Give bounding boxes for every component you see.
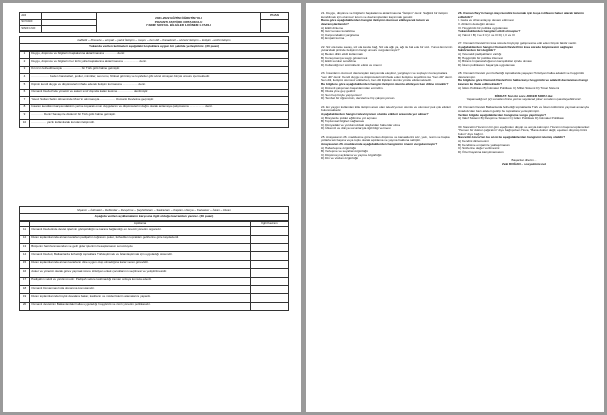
questions-left-column [321, 12, 453, 166]
question-text[interactable]: Osmanlı Devleti'nde yönetici ve askeri sınıf dışında kalan kesime …………… denilmiştir. [30, 89, 289, 97]
question-block [458, 72, 590, 90]
answer-option[interactable]: C) Etkili sorular sorabilme [321, 59, 357, 64]
question-text[interactable]: İnsanın kendisini karşısındakinin yerine koyarak onun duygularını ve düşüncelerini doğru olarak anlamaya çalışmasına …………… denir. [30, 104, 289, 112]
question-stem: 25. Anayasanın 26. maddesine göre herkes düşünce ve kanaatlerini söz, yazı, resim ve başka yollarla tek başına veya toplu olarak açıklama ve yayma hakkına sahiptir. [321, 134, 450, 143]
question-block [458, 42, 590, 67]
answer-option[interactable]: D) Kullandığımız sözcüklerin etkisi ve önemi [321, 62, 382, 67]
question-number: 20 [20, 302, 30, 310]
question-number: 2 [20, 59, 30, 67]
answer-option[interactable]: D) Empati kurma [321, 36, 345, 41]
fill-in-row [20, 82, 289, 90]
question-prompt: Yukarıdakilerden hangileri etkili olmuştur? [458, 29, 521, 34]
answer-option[interactable]: III. Hoşgörülü bir politika uygulaması [458, 25, 508, 30]
answer-option[interactable]: C) Sen hep böyle yapıyorsun! [321, 92, 362, 97]
answer-option[interactable]: I. Gaza ve cihat anlayışı devam ettirmesi [458, 18, 514, 23]
description-text: Osmanlı Devleti, Balkanlarda fethettiği topraklara Türkleştirmek ve İslamlaştırmak için uyguladığı sistemdir. [30, 252, 251, 260]
col-header-description: Açıklama [30, 221, 251, 227]
answer-option[interactable]: A) Haberleşme özgürlüğü [321, 145, 357, 150]
question-block [321, 106, 453, 131]
questions-right-column [458, 12, 590, 166]
answer-option[interactable]: C) Dünyadaki ve yurdumuzdaki olaylardan haberdar olma [321, 122, 400, 127]
question-text[interactable]: ………… Deniz Savaşı ile Akdeniz bir Türk gölü haline gelmiştir. [30, 112, 289, 120]
question-block [458, 106, 590, 121]
fill-in-row [20, 51, 289, 59]
answer-option[interactable]: C) Karşısındakini yargılama [321, 32, 359, 37]
matching-row [20, 302, 289, 310]
question-number: 17 [20, 277, 30, 285]
question-text[interactable]: Yavuz Sultan Selim döneminde Mısır'ın alınmasıyla …………… Osmanlı Devletine geçmiştir. [30, 97, 289, 105]
answer-field[interactable] [251, 244, 289, 252]
name-label: ADI [20, 13, 42, 20]
matching-row [20, 244, 289, 252]
signature-block [458, 159, 590, 166]
exam-title-block [97, 13, 261, 33]
fill-in-row [20, 112, 289, 120]
question-number: 6 [20, 89, 30, 97]
fill-in-row [20, 119, 289, 127]
question-number: 4 [20, 74, 30, 82]
answer-option[interactable]: II. Ahilerin desteğini alması [458, 21, 495, 26]
answer-option[interactable]: C) Bizans İmparatorluğunun karışıklıklar içinde olması [458, 59, 532, 64]
question-stem: 30. Nasrettin Hoca'nın bir gün eşeğinden düşüp ve acıyla kalmıştır. Hoca'nın başına toplananlar: "Hemen bir doktor çağıralım" diye bağrışırken Hoca, "Bana doktor değil, eşekten düşmüş birini bulun" diye bağırır. [458, 124, 590, 136]
closing-text: Başarılar dilerim... [511, 158, 537, 163]
fill-in-table [19, 51, 289, 128]
question-block [458, 126, 590, 155]
question-stem: 21. Duygu, düşünce ve bilgilerin başkalarına aktarılmasına "İletişim" denir. Sağlıklı bir iletişim kurabilmek için olumsuz tutum ve davranışlardan kaçınmak gerekir. [321, 11, 448, 19]
school-name: POZANTI ATATÜRK ORTAOKULU [154, 19, 203, 24]
question-prompt: 26. Osman Bey'in hangi olayı kendini korumak için boşa istifasını haber alarak tahmin edilebilir? [458, 11, 584, 19]
question-stem: 23. İnsanların olumsuz davranışları karşısında eleştirel, yargılayıcı ve suçlayıcı konuşmalara "sen dili" denir. Kendi duygu ve düşüncelerimizi ifade eden iletişime teşebbüs ise "ben dili" denir. Sen dili, iletişimi olumsuz etkilerken, ben dili ilişkileri olumlu yönde etkilemektedir. [321, 70, 453, 83]
answer-option-row[interactable]: A) Vakıf Sistemi B) Devşirme Sistemi C) İslâm Politikası D) İstimalet Politikası [458, 116, 565, 121]
question-number: 5 [20, 82, 30, 90]
matching-row [20, 252, 289, 260]
description-text: Divan toplantılarında alınan kararların dine uygun olup olmadığına karar veren görevlidir. [30, 260, 251, 268]
question-prompt: Verilen bilgide aşağıdakilerden hangisine vurgu yapılmıştır? [458, 112, 547, 117]
answer-option[interactable]: A) Yetenekli padişahların varlığı [458, 51, 502, 56]
matching-row [20, 260, 289, 268]
exam-year: 2021-2022 EĞİTİM ÖĞRETİM YILI [155, 16, 202, 21]
answer-option[interactable]: D) Özel hayatına karışılmamasını [458, 150, 504, 154]
matching-row [20, 269, 289, 277]
description-text: Osmanlı Devletinde devlet işlerinin görüşüldüğü ve karara bağlandığı en önemli yönetim organıdır. [30, 227, 251, 235]
fill-in-word-bank: kalifelik – Preveze – empati – yazılı İletişim – meşru – ben dili – Karadeniz – sözsüz iletişim – iletişim –sözlü iletişim [19, 36, 289, 44]
description-text: Padişahın vekili ve yardımcısıdır. Padişah sefere katılmadığı zaman orduya komuta ederdi. [30, 277, 251, 285]
score-field[interactable] [261, 19, 289, 32]
question-number: 13 [20, 244, 30, 252]
question-number: 10 [20, 119, 30, 127]
question-prompt: Bu bilgilere göre aşağıdakilerden hangisi iletişimi olumlu etkileyen ben diline örnektir? [321, 81, 449, 86]
exam-header [19, 12, 289, 33]
question-stem: 27. Osmanlı Devleti'nin kısa sürede büyüyüp gelişmesine etki eden birçok faktör vardır. [458, 40, 577, 45]
question-stem: DİKKAT: Son iki soru JOKER SORU dur. [494, 93, 554, 98]
answer-field[interactable] [251, 286, 289, 294]
fill-in-row [20, 59, 289, 67]
answer-option[interactable]: A) Bireylerde şiddet eğilimine yol açması [321, 115, 377, 120]
question-number: 19 [20, 294, 30, 302]
question-block [321, 46, 453, 68]
question-number: 18 [20, 286, 30, 294]
matching-row [20, 235, 289, 243]
fill-in-row [20, 104, 289, 112]
matching-row [20, 286, 289, 294]
description-text: Divan toplantılarında büyük davalara bakar, kadıların ve müderrislerin atamalarını yapardı. [30, 294, 251, 302]
answer-option[interactable]: A) Kendini dinlemesini [458, 139, 489, 144]
question-prompt: Bu bilgilere göre Osmanlı Devleti'nin halka karşı hoşgörülü ve adaletli davranması hangi kavram ile ifade edilmektedir? [458, 78, 588, 86]
description-text: Divan toplantılarında alınan kararları padişahın tuğrasını çeker, fethedilen toprakları gelirlerine göre kaydederdi. [30, 235, 251, 243]
matching-instructions: Aşağıda verilen açıklamaların karşısına ilgili olduğu kavramları yazınız. (30 puan) [19, 214, 289, 221]
fill-in-instructions: Yukarıda verilen kelimeleri aşağıdaki boşluklara uygun bir şekilde yerleştiriniz. (30 puan) [19, 44, 289, 51]
answer-field[interactable] [251, 294, 289, 302]
answer-option[interactable]: B) Göz teması kurabilme [321, 29, 356, 34]
answer-option[interactable]: D) İslam politikasını başarıyla uygulaması [458, 62, 516, 67]
question-block [321, 72, 453, 101]
question-prompt: Nasrettin Hoca'nın bu sözü ile aşağıdakilerden hangisini istemiş olabilir? [458, 135, 566, 140]
question-text[interactable]: Duygu, düşünce ve bilgilerin her türlü yolla başkalarına aktarılmasına …………… denir. [30, 59, 289, 67]
question-number: 16 [20, 269, 30, 277]
answer-field[interactable] [251, 269, 289, 277]
question-stem: 24. En yaygın kullanılan kitle iletişim aracı olan televizyonun olumlu ve olumsuz pek çok etkileri bulunmaktadır. [321, 104, 451, 113]
question-text[interactable]: …………… yazılı kullanılarak kurulan iletişimdir. [30, 119, 289, 127]
question-number: 1 [20, 51, 30, 59]
class-no-label: SINIFI-NO: [20, 26, 42, 33]
question-prompt: Aşağıdakilerden hangisi televizyonun olumlu etkileri arasında yer almaz? [321, 111, 429, 116]
class-no-field[interactable] [42, 26, 97, 33]
answer-option-row[interactable]: A) İslâm Politikası B) İstimalet Politikası C) Millet Sistemi D) Timar Sistemi [458, 85, 560, 90]
question-text[interactable]: ……………… beden hareketleri, jestler, mimikler, ses tonu, fiziksel görünüş ve kıyafetler gibi sözel olmayan birçok unsuru içermektedir. [30, 74, 289, 82]
col-header-concept: İlgili Kavram [251, 221, 289, 227]
question-stem: 29. Osmanlı Devleti Balkanlarda fethettiği topraklarda Türk ve İslam kültürünü yaymak amacıyla Anadolu'dan bazı aileleri getirip bu topraklara yerleştirmiştir. [458, 105, 589, 114]
exam-page-2 [306, 3, 604, 412]
fill-in-row [20, 66, 289, 74]
answer-field[interactable] [251, 235, 289, 243]
teacher-name: Zeki DOĞAN – sosyalciniz.net [501, 161, 546, 166]
answer-option[interactable]: D) Ülkemiz ve dünya sorunlarıyla ilgili bilgi vermesi [321, 126, 391, 131]
fill-in-row [20, 89, 289, 97]
matching-word-bank: Nişancı – İstimalet – Defterdar – Devşirme – Şeyhülislam – Sadrazam – Kaptan-ı Derya – Kazasker – İskan – Divan [19, 206, 289, 214]
answer-option[interactable]: A) Düzenli çalışırsan başarılarından emindim. [321, 85, 384, 90]
matching-row [20, 277, 289, 285]
question-block [458, 95, 590, 102]
matching-row [20, 294, 289, 302]
question-prompt: Aşağıdakilerden hangisi Osmanlı Devleti'nin kısa sürede büyümesini sağlayan faktörlerden biri değildir? [458, 44, 574, 53]
question-block [458, 12, 590, 37]
question-number: 3 [20, 66, 30, 74]
matching-table [19, 221, 289, 312]
matching-section [19, 206, 289, 311]
answer-option[interactable]: C) Sözlerine değer verilmesini [458, 146, 500, 151]
answer-option[interactable]: D) Tembel bir öğrencisin, derslerine hiç çalışmıyorsun. [321, 96, 396, 101]
question-stem: 28. Osmanlı Devleti yeni fethettiği topraklarda yaşayan Hıristiyan halka adaletli ve hoşgörülü davranmıştır. [458, 70, 585, 79]
exam-subject: 7.SINIF SOSYAL BİLGİLER 1.DÖNEM 1.YAZILI [146, 22, 211, 27]
answer-field[interactable] [251, 227, 289, 235]
exam-page-1 [3, 3, 301, 412]
question-number: 11 [20, 227, 30, 235]
answer-field[interactable] [251, 302, 289, 310]
answer-option[interactable]: A) Etkili dinleme [321, 25, 344, 30]
question-prompt: Anayasanın 26. maddesinde aşağıdakilerden hangisinin önemi vurgulanmıştır? [321, 141, 438, 146]
question-prompt: Yapamadığınız (2) sorudan birine yerine sayılacak joker soruların işaretleyebilirsiniz. [466, 97, 582, 102]
surname-label: SOYADI: [20, 19, 42, 26]
answer-option[interactable]: A) Beden dilini etkili kullanmak [321, 51, 363, 56]
answer-field[interactable] [251, 252, 289, 260]
answer-option[interactable]: D) Din ve vicdan özgürlüğü [321, 156, 359, 161]
answer-option[interactable]: B) Konuşmacıya saygı göstermek [321, 55, 368, 60]
description-text: Osmanlı Donanması'nda donanma komutanıdır. [30, 286, 251, 294]
fill-in-row [20, 74, 289, 82]
question-number: 8 [20, 104, 30, 112]
score-label: PUAN [261, 13, 289, 20]
question-number: 12 [20, 235, 30, 243]
question-prompt: Buna göre aşağıdakilerden hangisi iletişimi olumsuz etkileyecek tutum ve davranışlardandır? [321, 18, 430, 26]
description-text: Asker ve yönetici olarak görev yapmak üzere Hristiyan erkek çocuklarının seçilmesi ve yetiştirilmesidir. [30, 269, 251, 277]
question-number: 15 [20, 260, 30, 268]
answer-option[interactable]: B) Kendisine empati ile yaklaşılmasını [458, 142, 511, 147]
question-block [321, 136, 453, 161]
answer-option[interactable]: B) Okula yine geç geldin! [321, 89, 356, 94]
question-stem: 22. Siz ola keke savaş, siz ola kesite bağ, Siz ola ağlı ya, ağı ile bal ede bir söz. Yunus Emre'nin yukarıdaki şiirinde iletişimin hangi unsuru vurgulanmıştır? [321, 44, 453, 53]
answer-option[interactable]: B) Hoşgörülü bir politika izlemesi [458, 55, 503, 60]
answer-option[interactable]: B) Yerleşme ve seyahat özgürlüğü [321, 149, 368, 154]
question-number: 9 [20, 112, 30, 120]
answer-field[interactable] [251, 260, 289, 268]
answer-field[interactable] [251, 277, 289, 285]
question-text[interactable]: Duygu, düşünce ve bilgilerin başkalarına aktarılmasına ………… denir. [30, 51, 289, 59]
fill-in-section [19, 36, 289, 128]
answer-option-row[interactable]: A) Yalnız I B) I ve II C) I ve III D) I, II ve III [458, 32, 515, 37]
description-text: Bütçenin hazırlanmasından ve gelir gider işlerinin hesaplamasın sorumluydu. [30, 244, 251, 252]
question-block [321, 12, 453, 41]
matching-row [20, 227, 289, 235]
question-number: 7 [20, 97, 30, 105]
question-text[interactable]: Kişinin kendi duygu ve düşüncelerini ifade ederek iletişim kurmasına …………… denir. [30, 82, 289, 90]
answer-option[interactable]: C) Düşünceyi açıklama ve yayma özgürlüğü [321, 152, 382, 157]
description-text: Osmanlı devletinin Balkanlardaki halka uyguladığı hoşgörülü ve ılımlı yönetim politikasıdır. [30, 302, 251, 310]
answer-option[interactable]: B) Toplumsal bilgileri sağlaması [321, 119, 365, 124]
question-number: 14 [20, 252, 30, 260]
question-text[interactable]: Kırım'ın fethedilmesiyle ……………… bir Türk gölü haline gelmiştir. [30, 66, 289, 74]
